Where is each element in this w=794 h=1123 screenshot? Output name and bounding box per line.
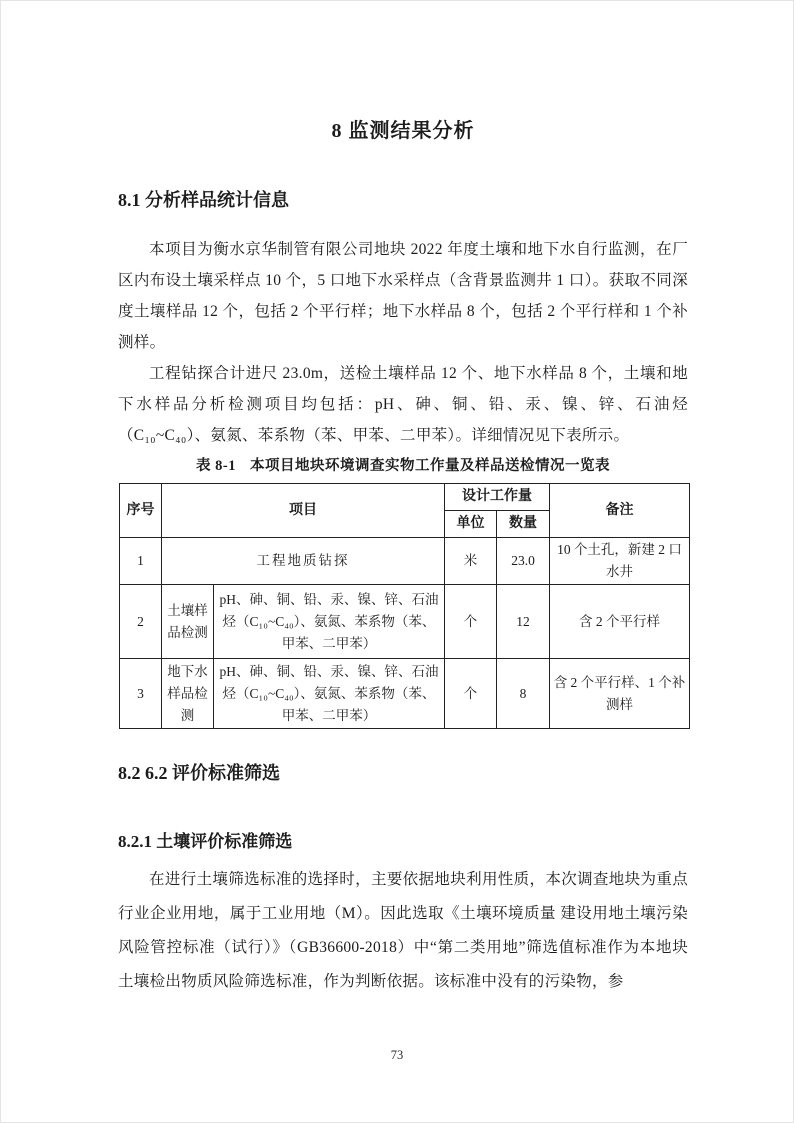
page-content (0, 116, 794, 999)
cell-remark: 含 2 个平行样 (550, 585, 690, 659)
cell-item-detail: pH、砷、铜、铅、汞、镍、锌、石油烃（C₁₀~C₄₀）、氨氮、苯系物（苯、甲苯、二甲苯） (214, 659, 445, 729)
cell-quantity: 8 (497, 659, 550, 729)
cell-item-detail: pH、砷、铜、铅、汞、镍、锌、石油烃（C₁₀~C₄₀）、氨氮、苯系物（苯、甲苯、二甲苯） (214, 585, 445, 659)
cell-remark: 10 个土孔，新建 2 口水井 (550, 538, 690, 585)
section-8-1-heading: 8.1 分析样品统计信息 (118, 190, 289, 210)
page-number: 73 (390, 1048, 404, 1062)
table-header-row-1 (120, 484, 690, 511)
cell-index: 3 (120, 659, 162, 729)
section-8-2-1-heading: 8.2.1 土壤评价标准筛选 (118, 832, 293, 851)
column-header-item: 项目 (162, 484, 445, 538)
cell-unit: 个 (445, 659, 497, 729)
workload-table (119, 483, 690, 729)
column-header-unit: 单位 (445, 511, 497, 538)
column-header-quantity: 数量 (497, 511, 550, 538)
table-row (120, 538, 690, 585)
paragraph-soil-screening-standard: 在进行土壤筛选标准的选择时，主要依据地块利用性质，本次调查地块为重点行业企业用地，属于工业用地（M）。因此选取《土壤环境质量 建设用地土壤污染风险管控标准（试行）》（GB36600-2018）中“第二类用地”筛选值标准作为本地块土壤检出物质风险筛选标准，作为判断依据。该标准中没有的污染物，参 (118, 871, 688, 990)
cell-item-category: 土壤样品检测 (162, 585, 214, 659)
column-header-design-workload: 设计工作量 (445, 484, 550, 511)
paragraph-drilling-summary: 工程钻探合计进尺 23.0m，送检土壤样品 12 个、地下水样品 8 个，土壤和地下水样品分析检测项目均包括：pH、砷、铜、铅、汞、镍、锌、石油烃（C₁₀~C₄₀）、氨氮、苯系物（苯、甲苯、二甲苯）。详细情况见下表所示。 (118, 365, 688, 444)
cell-quantity: 12 (497, 585, 550, 659)
cell-item-category: 地下水样品检测 (162, 659, 214, 729)
cell-unit: 米 (445, 538, 497, 585)
cell-unit: 个 (445, 585, 497, 659)
column-header-remark: 备注 (550, 484, 690, 538)
cell-index: 2 (120, 585, 162, 659)
table-caption-label: 表 8-1 (196, 458, 236, 474)
cell-remark: 含 2 个平行样、1 个补测样 (550, 659, 690, 729)
table-row (120, 659, 690, 729)
column-header-index: 序号 (120, 484, 162, 538)
cell-quantity: 23.0 (497, 538, 550, 585)
cell-item: 工程地质钻探 (162, 538, 445, 585)
table-caption (118, 455, 688, 477)
cell-index: 1 (120, 538, 162, 585)
paragraph-project-overview: 本项目为衡水京华制管有限公司地块 2022 年度土壤和地下水自行监测，在厂区内布设土壤采样点 10 个，5 口地下水采样点（含背景监测井 1 口）。获取不同深度土壤样品 12 个，包括 2 个平行样；地下水样品 8 个，包括 2 个平行样和 1 个补测样。 (118, 241, 688, 351)
chapter-title: 8 监测结果分析 (331, 120, 475, 142)
section-8-2-heading: 8.2 6.2 评价标准筛选 (118, 763, 280, 783)
table-caption-text: 本项目地块环境调查实物工作量及样品送检情况一览表 (249, 458, 610, 474)
table-row (120, 585, 690, 659)
